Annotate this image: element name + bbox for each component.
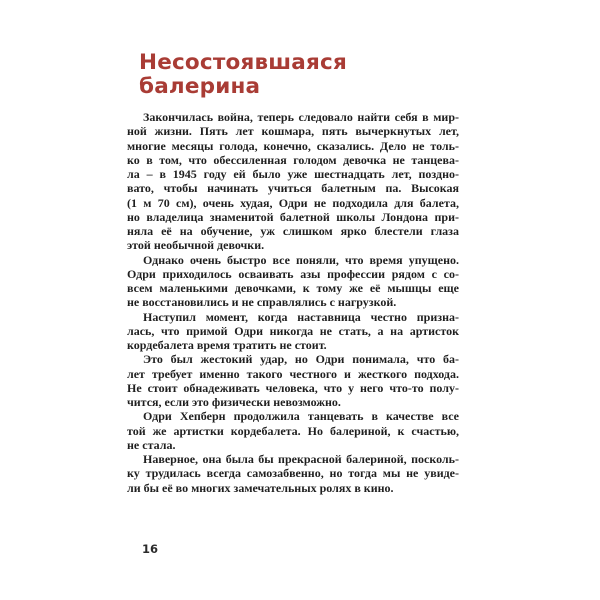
text-line: (1 м 70 см), очень худая, Одри не подходила для балета, [127, 195, 459, 210]
text-line: Одри приходилось осваивать азы профессии рядом с со- [127, 266, 459, 281]
text-line: Наверное, она была бы прекрасной балериной, посколь- [143, 452, 459, 466]
paragraph-3 [127, 310, 459, 353]
text-line: ку трудилась всегда самозабвенно, но тогда мы не увиде- [127, 466, 459, 481]
paragraph-5 [127, 409, 459, 452]
chapter-title-line-1: Несостоявшаяся [139, 50, 347, 75]
text-line: лет требует именно такого честного и жесткого подхода. [127, 366, 459, 381]
text-line: лась, что примой Одри никогда не стать, а на артисток [127, 323, 459, 338]
text-line: не стала. [127, 437, 176, 452]
text-line: ной жизни. Пять лет кошмара, пять вычеркнутых лет, [127, 124, 459, 139]
paragraph-1 [127, 110, 459, 253]
text-line: ла – в 1945 году ей было уже шестнадцать лет, поздно- [127, 167, 459, 181]
text-line: Это был жестокий удар, но Одри понимала, что ба- [143, 352, 459, 367]
chapter-title-line-2: балерина [139, 73, 261, 99]
text-line: Наступил момент, когда наставница честно призна- [143, 309, 459, 324]
text-line: Однако очень быстро все поняли, что время упущено. [143, 252, 459, 267]
text-line: няла её на обучение, уж слишком ярко блестели глаза [127, 224, 459, 238]
text-line: той же артистки кордебалета. Но балериной, к счастью, [127, 423, 459, 438]
text-line: Одри Хепберн продолжила танцевать в качестве все [143, 409, 459, 424]
text-line: кордебалета время тратить не стоит. [127, 338, 327, 352]
text-line: чится, если это физически невозможно. [127, 395, 341, 409]
paragraph-4 [127, 352, 459, 409]
text-line: всем маленькими девочками, к тому же её мышцы еще [127, 281, 459, 295]
text-line: но владелица знаменитой балетной школы Лондона при- [127, 209, 459, 224]
paragraph-6 [127, 452, 459, 495]
text-line: ли бы её во многих замечательных ролях в кино. [127, 480, 394, 495]
text-line: Не стоит обнадеживать человека, что у него что-то полу- [127, 380, 459, 395]
text-line: этой необычной девочки. [127, 238, 265, 253]
text-line: многие месяцы голода, конечно, сказались. Дело не толь- [127, 138, 459, 153]
text-line: вато, чтобы начинать учиться балетным па. Высокая [127, 181, 459, 196]
page-number: 16 [142, 542, 159, 556]
chapter-title [139, 51, 347, 98]
text-line: не восстановились и не справлялись с нагрузкой. [127, 295, 397, 310]
paragraph-2 [127, 253, 459, 310]
text-line: Закончилась война, теперь следовало найти себя в мир- [143, 110, 459, 124]
text-line: ко в том, что обессиленная голодом девочка не танцева- [127, 152, 459, 167]
chapter-body [127, 110, 459, 495]
